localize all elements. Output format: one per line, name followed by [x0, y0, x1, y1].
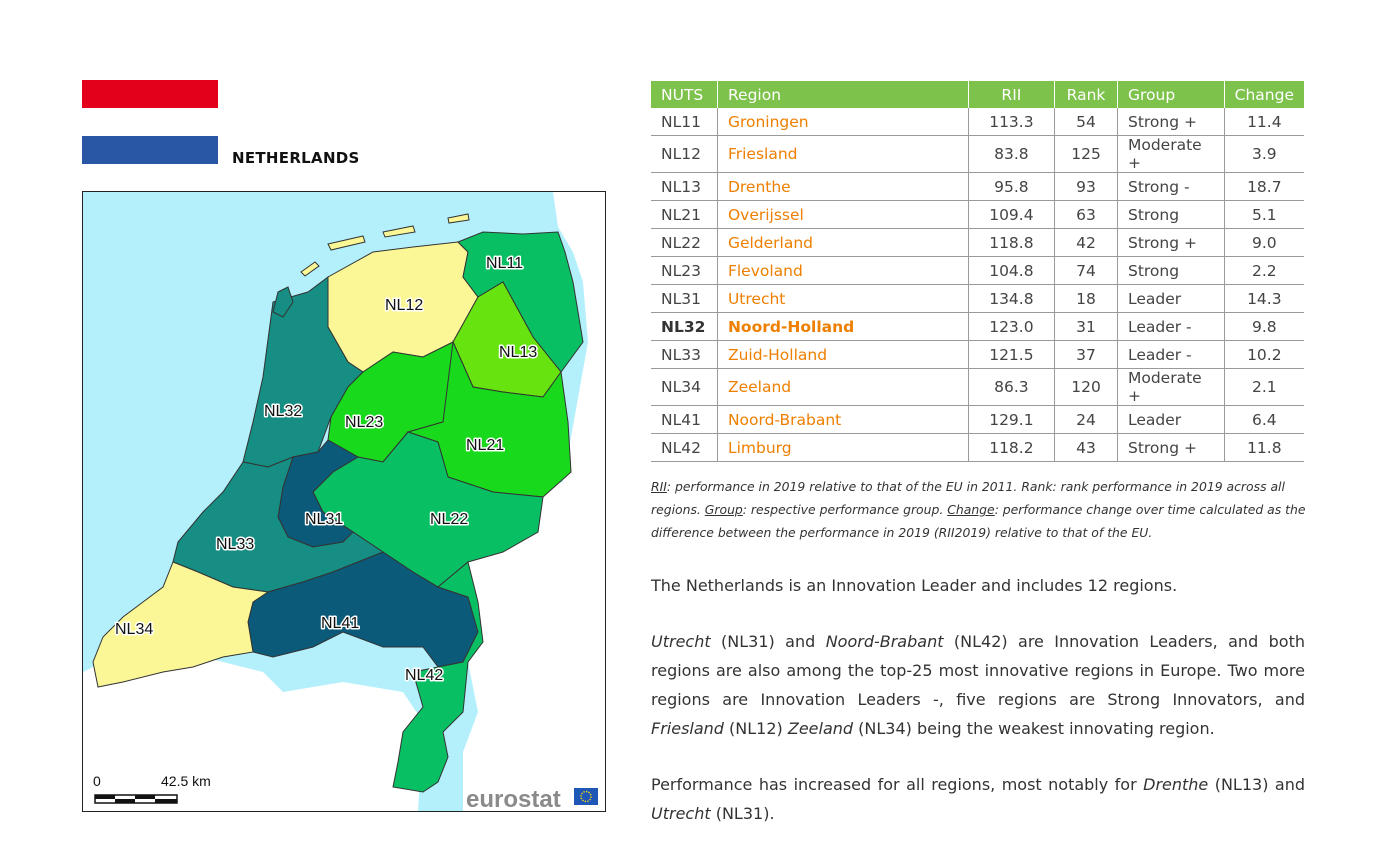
- flag-stripe-blue: [82, 136, 218, 164]
- text-segment: (NL13) and: [1208, 775, 1305, 794]
- footnote-text-change: : performance change over time calculated as the difference between the performance in 2019 (RII2019) relative to that of the EU.: [651, 502, 1306, 540]
- cell-region: Limburg: [717, 434, 968, 462]
- cell-region: Gelderland: [717, 229, 968, 257]
- cell-rank: 31: [1055, 313, 1118, 341]
- cell-rank: 63: [1055, 201, 1118, 229]
- header-change: Change: [1224, 81, 1304, 108]
- cell-group: Strong +: [1117, 229, 1224, 257]
- text-segment: (NL34) being the weakest innovating region.: [853, 719, 1215, 738]
- text-friesland: Friesland: [651, 719, 724, 738]
- scale-bar: [95, 795, 177, 803]
- cell-group: Strong -: [1117, 173, 1224, 201]
- cell-rank: 125: [1055, 136, 1118, 173]
- cell-region: Utrecht: [717, 285, 968, 313]
- text-noord-brabant: Noord-Brabant: [825, 632, 944, 651]
- map-label-nl11: NL11: [486, 255, 524, 272]
- cell-region: Noord-Brabant: [717, 406, 968, 434]
- regional-performance-table: [651, 81, 1304, 462]
- cell-change: 2.2: [1224, 257, 1304, 285]
- cell-rii: 95.8: [968, 173, 1054, 201]
- cell-rii: 118.8: [968, 229, 1054, 257]
- summary-paragraph-2: [651, 627, 1305, 743]
- header-region: Region: [717, 81, 968, 108]
- regional-map: [82, 191, 606, 812]
- cell-nuts: NL32: [651, 313, 717, 341]
- footnote-text-group: : respective performance group.: [742, 502, 948, 517]
- cell-group: Strong +: [1117, 108, 1224, 136]
- cell-nuts: NL23: [651, 257, 717, 285]
- table-footnote: [651, 475, 1307, 544]
- table-row: [651, 201, 1304, 229]
- map-label-nl33: NL33: [216, 536, 255, 553]
- cell-nuts: NL11: [651, 108, 717, 136]
- footnote-term-change: Change: [947, 502, 995, 517]
- cell-change: 6.4: [1224, 406, 1304, 434]
- cell-nuts: NL34: [651, 369, 717, 406]
- cell-region: Flevoland: [717, 257, 968, 285]
- text-segment: (NL42) are Innovation Leaders, and both regions are also among the top-25 most innovative regions in Europe. Two more regions are Innovation Leaders -, five regions are Strong Innovators, and: [651, 632, 1305, 709]
- cell-rank: 120: [1055, 369, 1118, 406]
- cell-rii: 83.8: [968, 136, 1054, 173]
- cell-region: Groningen: [717, 108, 968, 136]
- map-label-nl41: NL41: [321, 615, 360, 632]
- table-row: [651, 136, 1304, 173]
- cell-nuts: NL42: [651, 434, 717, 462]
- cell-change: 9.0: [1224, 229, 1304, 257]
- cell-region: Noord-Holland: [717, 313, 968, 341]
- text-drenthe: Drenthe: [1143, 775, 1209, 794]
- map-label-nl42: NL42: [405, 667, 444, 684]
- map-label-nl31: NL31: [305, 511, 344, 528]
- cell-group: Strong: [1117, 257, 1224, 285]
- flag-stripe-white: [82, 108, 218, 136]
- cell-rank: 74: [1055, 257, 1118, 285]
- cell-change: 2.1: [1224, 369, 1304, 406]
- map-label-nl12: NL12: [385, 297, 424, 314]
- text-utrecht: Utrecht: [651, 804, 711, 823]
- text-utrecht: Utrecht: [651, 632, 711, 651]
- cell-group: Strong: [1117, 201, 1224, 229]
- summary-paragraph-3: [651, 770, 1305, 828]
- cell-region: Drenthe: [717, 173, 968, 201]
- cell-change: 5.1: [1224, 201, 1304, 229]
- map-label-nl32: NL32: [264, 403, 303, 420]
- cell-rank: 24: [1055, 406, 1118, 434]
- header-nuts: NUTS: [651, 81, 717, 108]
- cell-nuts: NL33: [651, 341, 717, 369]
- footnote-text-rii: : performance in 2019 relative to that of the EU in 2011. Rank: rank performance in 2019 across all regions.: [651, 479, 1285, 517]
- cell-rii: 113.3: [968, 108, 1054, 136]
- summary-paragraph-1: The Netherlands is an Innovation Leader and includes 12 regions.: [651, 576, 1178, 595]
- cell-rank: 54: [1055, 108, 1118, 136]
- cell-region: Zeeland: [717, 369, 968, 406]
- map-label-nl21: NL21: [466, 437, 505, 454]
- cell-rii: 104.8: [968, 257, 1054, 285]
- table-header-row: [651, 81, 1304, 108]
- text-segment: (NL31) and: [710, 632, 826, 651]
- cell-nuts: NL41: [651, 406, 717, 434]
- cell-group: Leader: [1117, 406, 1224, 434]
- cell-region: Overijssel: [717, 201, 968, 229]
- cell-nuts: NL21: [651, 201, 717, 229]
- table-row: [651, 285, 1304, 313]
- cell-rank: 42: [1055, 229, 1118, 257]
- cell-rank: 93: [1055, 173, 1118, 201]
- footnote-term-rii: RII: [651, 479, 667, 494]
- cell-rank: 18: [1055, 285, 1118, 313]
- header-rank: Rank: [1055, 81, 1118, 108]
- cell-group: Moderate +: [1117, 136, 1224, 173]
- cell-change: 18.7: [1224, 173, 1304, 201]
- cell-rii: 86.3: [968, 369, 1054, 406]
- header-rii: RII: [968, 81, 1054, 108]
- map-label-nl22: NL22: [430, 511, 469, 528]
- cell-region: Zuid-Holland: [717, 341, 968, 369]
- cell-group: Leader -: [1117, 341, 1224, 369]
- text-segment: Performance has increased for all regions, most notably for: [651, 775, 1144, 794]
- cell-change: 14.3: [1224, 285, 1304, 313]
- cell-rii: 129.1: [968, 406, 1054, 434]
- cell-change: 10.2: [1224, 341, 1304, 369]
- table-row: [651, 257, 1304, 285]
- cell-change: 3.9: [1224, 136, 1304, 173]
- table-row: [651, 173, 1304, 201]
- cell-nuts: NL31: [651, 285, 717, 313]
- header-group: Group: [1117, 81, 1224, 108]
- netherlands-flag: [82, 80, 218, 164]
- cell-rank: 37: [1055, 341, 1118, 369]
- cell-group: Strong +: [1117, 434, 1224, 462]
- table-row: [651, 341, 1304, 369]
- country-title: NETHERLANDS: [232, 149, 360, 167]
- cell-rii: 134.8: [968, 285, 1054, 313]
- cell-rii: 121.5: [968, 341, 1054, 369]
- table-row: [651, 406, 1304, 434]
- scale-start-label: 0: [93, 773, 101, 789]
- cell-region: Friesland: [717, 136, 968, 173]
- text-zeeland: Zeeland: [787, 719, 854, 738]
- cell-rii: 109.4: [968, 201, 1054, 229]
- cell-change: 11.4: [1224, 108, 1304, 136]
- text-segment: (NL12): [723, 719, 788, 738]
- footnote-term-group: Group: [704, 502, 743, 517]
- cell-group: Leader: [1117, 285, 1224, 313]
- scale-end-label: 42.5 km: [161, 773, 211, 789]
- map-label-nl23: NL23: [345, 414, 384, 431]
- cell-change: 9.8: [1224, 313, 1304, 341]
- cell-nuts: NL13: [651, 173, 717, 201]
- map-label-nl34: NL34: [115, 621, 154, 638]
- map-label-nl13: NL13: [499, 344, 538, 361]
- cell-group: Moderate +: [1117, 369, 1224, 406]
- table-row: [651, 434, 1304, 462]
- cell-rank: 43: [1055, 434, 1118, 462]
- cell-rii: 123.0: [968, 313, 1054, 341]
- table-row: [651, 108, 1304, 136]
- cell-nuts: NL22: [651, 229, 717, 257]
- cell-nuts: NL12: [651, 136, 717, 173]
- flag-stripe-red: [82, 80, 218, 108]
- table-row: [651, 369, 1304, 406]
- table-row-highlighted: [651, 313, 1304, 341]
- cell-group: Leader -: [1117, 313, 1224, 341]
- table-row: [651, 229, 1304, 257]
- text-segment: (NL31).: [710, 804, 775, 823]
- cell-rii: 118.2: [968, 434, 1054, 462]
- cell-change: 11.8: [1224, 434, 1304, 462]
- eu-flag-icon: [574, 788, 598, 805]
- eurostat-logo-text: eurostat: [466, 786, 561, 811]
